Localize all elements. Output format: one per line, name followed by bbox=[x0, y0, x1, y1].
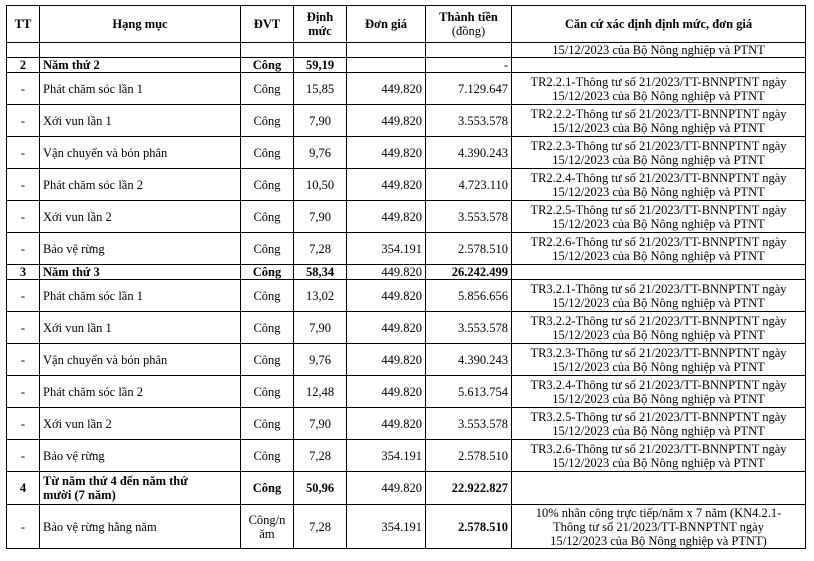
row-ref-line2: 15/12/2023 của Bộ Nông nghiệp và PTNT bbox=[552, 184, 765, 199]
row-ref bbox=[512, 312, 806, 344]
row-ref-line2: 15/12/2023 của Bộ Nông nghiệp và PTNT bbox=[552, 359, 765, 374]
section-row-4 bbox=[7, 472, 806, 505]
header-dinh-muc bbox=[294, 6, 347, 43]
row-dinh-muc: 15,85 bbox=[294, 73, 347, 105]
header-can-cu: Căn cứ xác định định mức, đơn giá bbox=[512, 6, 806, 43]
carry-ref: 15/12/2023 của Bộ Nông nghiệp và PTNT bbox=[512, 43, 806, 58]
row-dinh-muc: 7,90 bbox=[294, 312, 347, 344]
row-don-gia: 449.820 bbox=[347, 344, 426, 376]
row-dvt: Công bbox=[241, 440, 294, 472]
row-dinh-muc: 7,28 bbox=[294, 505, 347, 549]
row-ref-line1: TR3.2.2-Thông tư số 21/2023/TT-BNNPTNT ngày bbox=[530, 313, 787, 328]
row-tt: - bbox=[7, 73, 40, 105]
row-name: Vận chuyển và bón phân bbox=[40, 137, 241, 169]
row-name: Bảo vệ rừng hằng năm bbox=[40, 505, 241, 549]
header-thanh-tien-line2: (đồng) bbox=[451, 24, 486, 38]
row-ref-line1: TR3.2.6-Thông tư số 21/2023/TT-BNNPTNT ngày bbox=[530, 441, 787, 456]
row-don-gia: 449.820 bbox=[347, 376, 426, 408]
row-ref-line2: 15/12/2023 của Bộ Nông nghiệp và PTNT bbox=[552, 391, 765, 406]
row-ref bbox=[512, 105, 806, 137]
section-dinh-muc: 58,34 bbox=[294, 265, 347, 280]
section-don-gia: 449.820 bbox=[347, 265, 426, 280]
row-don-gia: 449.820 bbox=[347, 408, 426, 440]
row-dvt: Công bbox=[241, 105, 294, 137]
row-ref bbox=[512, 440, 806, 472]
row-name: Bảo vệ rừng bbox=[40, 233, 241, 265]
row-ref bbox=[512, 201, 806, 233]
row-ref bbox=[512, 137, 806, 169]
row-dvt: Công bbox=[241, 376, 294, 408]
row-don-gia: 449.820 bbox=[347, 312, 426, 344]
row-name: Vận chuyển và bón phân bbox=[40, 344, 241, 376]
row-dvt: Công bbox=[241, 408, 294, 440]
row-dvt: Công bbox=[241, 201, 294, 233]
row-thanh-tien: 4.390.243 bbox=[426, 137, 512, 169]
section-dvt: Công bbox=[241, 472, 294, 505]
row-ref-line2: 15/12/2023 của Bộ Nông nghiệp và PTNT bbox=[552, 327, 765, 342]
row-thanh-tien: 2.578.510 bbox=[426, 440, 512, 472]
row-ref-line1: TR3.2.1-Thông tư số 21/2023/TT-BNNPTNT ngày bbox=[530, 281, 787, 296]
rows-year-2 bbox=[7, 73, 806, 265]
row-dinh-muc: 7,28 bbox=[294, 440, 347, 472]
row-ref-line1: TR2.2.6-Thông tư số 21/2023/TT-BNNPTNT ngày bbox=[530, 234, 787, 249]
section-dinh-muc: 50,96 bbox=[294, 472, 347, 505]
row-ref-line1: TR2.2.3-Thông tư số 21/2023/TT-BNNPTNT ngày bbox=[530, 138, 787, 153]
table-row bbox=[7, 169, 806, 201]
row-dinh-muc: 12,48 bbox=[294, 376, 347, 408]
table-row bbox=[7, 376, 806, 408]
row-tt: - bbox=[7, 105, 40, 137]
row-dvt: Công bbox=[241, 73, 294, 105]
row-name: Xới vun lần 2 bbox=[40, 201, 241, 233]
table-row bbox=[7, 73, 806, 105]
header-dinh-muc-line2: mức bbox=[308, 24, 332, 38]
row-thanh-tien: 3.553.578 bbox=[426, 105, 512, 137]
row-ref-line1: TR2.2.4-Thông tư số 21/2023/TT-BNNPTNT ngày bbox=[530, 170, 787, 185]
row-don-gia: 449.820 bbox=[347, 137, 426, 169]
row-name: Phát chăm sóc lần 2 bbox=[40, 376, 241, 408]
header-hang-muc: Hạng mục bbox=[40, 6, 241, 43]
row-thanh-tien: 5.613.754 bbox=[426, 376, 512, 408]
section-don-gia: 449.820 bbox=[347, 472, 426, 505]
row-ref bbox=[512, 408, 806, 440]
row-dinh-muc: 9,76 bbox=[294, 344, 347, 376]
section-ref bbox=[512, 58, 806, 73]
section-don-gia bbox=[347, 58, 426, 73]
row-ref-line1: TR3.2.4-Thông tư số 21/2023/TT-BNNPTNT ngày bbox=[530, 377, 787, 392]
row-thanh-tien: 2.578.510 bbox=[426, 505, 512, 549]
table-row bbox=[7, 137, 806, 169]
row-thanh-tien: 4.390.243 bbox=[426, 344, 512, 376]
row-tt: - bbox=[7, 312, 40, 344]
row-ref-line2: 15/12/2023 của Bộ Nông nghiệp và PTNT bbox=[552, 248, 765, 263]
header-don-gia: Đơn giá bbox=[347, 6, 426, 43]
row-ref-line3: 15/12/2023 của Bộ Nông nghiệp và PTNT) bbox=[550, 533, 767, 548]
row-thanh-tien: 2.578.510 bbox=[426, 233, 512, 265]
row-ref bbox=[512, 505, 806, 549]
row-tt: - bbox=[7, 408, 40, 440]
row-don-gia: 449.820 bbox=[347, 105, 426, 137]
section-name: Năm thứ 3 bbox=[40, 265, 241, 280]
section-dvt: Công bbox=[241, 58, 294, 73]
row-ref bbox=[512, 280, 806, 312]
section-name-line2: mười (7 năm) bbox=[43, 488, 116, 502]
header-dinh-muc-line1: Định bbox=[306, 10, 334, 24]
row-name: Xới vun lần 1 bbox=[40, 105, 241, 137]
row-ref bbox=[512, 233, 806, 265]
row-tt: - bbox=[7, 440, 40, 472]
row-thanh-tien: 5.856.656 bbox=[426, 280, 512, 312]
row-dvt bbox=[241, 505, 294, 549]
rows-year-3 bbox=[7, 280, 806, 472]
row-dinh-muc: 7,28 bbox=[294, 233, 347, 265]
table-row bbox=[7, 105, 806, 137]
row-dinh-muc: 7,90 bbox=[294, 105, 347, 137]
row-ref-line2: 15/12/2023 của Bộ Nông nghiệp và PTNT bbox=[552, 295, 765, 310]
section-tt: 4 bbox=[7, 472, 40, 505]
row-thanh-tien: 7.129.647 bbox=[426, 73, 512, 105]
row-tt: - bbox=[7, 233, 40, 265]
section-thanh-tien: - bbox=[426, 58, 512, 73]
section-thanh-tien: 22.922.827 bbox=[426, 472, 512, 505]
section-tt: 3 bbox=[7, 265, 40, 280]
row-ref-line2: 15/12/2023 của Bộ Nông nghiệp và PTNT bbox=[552, 423, 765, 438]
table-row bbox=[7, 280, 806, 312]
table-row bbox=[7, 505, 806, 549]
section-name: Năm thứ 2 bbox=[40, 58, 241, 73]
row-ref-line1: TR2.2.5-Thông tư số 21/2023/TT-BNNPTNT ngày bbox=[530, 202, 787, 217]
row-thanh-tien: 4.723.110 bbox=[426, 169, 512, 201]
row-tt: - bbox=[7, 169, 40, 201]
row-thanh-tien: 3.553.578 bbox=[426, 408, 512, 440]
table-row bbox=[7, 201, 806, 233]
table-row bbox=[7, 344, 806, 376]
section-name bbox=[40, 472, 241, 505]
row-tt: - bbox=[7, 137, 40, 169]
section-row-3 bbox=[7, 265, 806, 280]
table-row bbox=[7, 233, 806, 265]
row-don-gia: 449.820 bbox=[347, 280, 426, 312]
row-name: Phát chăm sóc lần 2 bbox=[40, 169, 241, 201]
header-row bbox=[7, 6, 806, 43]
table-row bbox=[7, 440, 806, 472]
row-dvt-line2: ăm bbox=[259, 526, 275, 541]
row-ref-line2: 15/12/2023 của Bộ Nông nghiệp và PTNT bbox=[552, 455, 765, 470]
row-dinh-muc: 7,90 bbox=[294, 408, 347, 440]
row-ref bbox=[512, 73, 806, 105]
row-thanh-tien: 3.553.578 bbox=[426, 201, 512, 233]
row-ref bbox=[512, 169, 806, 201]
row-don-gia: 449.820 bbox=[347, 73, 426, 105]
header-thanh-tien bbox=[426, 6, 512, 43]
row-tt: - bbox=[7, 376, 40, 408]
row-tt: - bbox=[7, 201, 40, 233]
row-don-gia: 354.191 bbox=[347, 440, 426, 472]
row-ref-line2: 15/12/2023 của Bộ Nông nghiệp và PTNT bbox=[552, 120, 765, 135]
row-dinh-muc: 10,50 bbox=[294, 169, 347, 201]
row-don-gia: 354.191 bbox=[347, 505, 426, 549]
row-name: Bảo vệ rừng bbox=[40, 440, 241, 472]
header-tt: TT bbox=[7, 6, 40, 43]
section-tt: 2 bbox=[7, 58, 40, 73]
carry-row bbox=[7, 43, 806, 58]
row-ref bbox=[512, 376, 806, 408]
cost-table bbox=[6, 5, 806, 549]
row-dinh-muc: 9,76 bbox=[294, 137, 347, 169]
section-dvt: Công bbox=[241, 265, 294, 280]
row-thanh-tien: 3.553.578 bbox=[426, 312, 512, 344]
row-dvt: Công bbox=[241, 312, 294, 344]
row-ref bbox=[512, 344, 806, 376]
section-dinh-muc: 59,19 bbox=[294, 58, 347, 73]
row-dvt: Công bbox=[241, 344, 294, 376]
row-dvt: Công bbox=[241, 280, 294, 312]
table-row bbox=[7, 312, 806, 344]
header-thanh-tien-line1: Thành tiền bbox=[439, 10, 498, 24]
row-ref-line2: 15/12/2023 của Bộ Nông nghiệp và PTNT bbox=[552, 88, 765, 103]
row-ref-line1: TR3.2.3-Thông tư số 21/2023/TT-BNNPTNT ngày bbox=[530, 345, 787, 360]
header-dvt: ĐVT bbox=[241, 6, 294, 43]
row-dvt: Công bbox=[241, 169, 294, 201]
row-dvt-line1: Công/n bbox=[248, 512, 286, 527]
row-tt: - bbox=[7, 280, 40, 312]
row-name: Phát chăm sóc lần 1 bbox=[40, 280, 241, 312]
section-name-line1: Từ năm thứ 4 đến năm thứ bbox=[43, 474, 188, 488]
row-name: Phát chăm sóc lần 1 bbox=[40, 73, 241, 105]
section-thanh-tien: 26.242.499 bbox=[426, 265, 512, 280]
row-dvt: Công bbox=[241, 233, 294, 265]
row-don-gia: 354.191 bbox=[347, 233, 426, 265]
row-ref-line2: Thông tư số 21/2023/TT-BNNPTNT ngày bbox=[553, 519, 764, 534]
row-don-gia: 449.820 bbox=[347, 169, 426, 201]
row-dinh-muc: 13,02 bbox=[294, 280, 347, 312]
row-dvt: Công bbox=[241, 137, 294, 169]
row-ref-line1: 10% nhân công trực tiếp/năm x 7 năm (KN4.2.1- bbox=[535, 505, 782, 520]
row-tt: - bbox=[7, 505, 40, 549]
row-ref-line1: TR3.2.5-Thông tư số 21/2023/TT-BNNPTNT ngày bbox=[530, 409, 787, 424]
row-name: Xới vun lần 2 bbox=[40, 408, 241, 440]
row-ref-line2: 15/12/2023 của Bộ Nông nghiệp và PTNT bbox=[552, 152, 765, 167]
row-tt: - bbox=[7, 344, 40, 376]
row-ref-line1: TR2.2.1-Thông tư số 21/2023/TT-BNNPTNT ngày bbox=[530, 74, 787, 89]
row-ref-line2: 15/12/2023 của Bộ Nông nghiệp và PTNT bbox=[552, 216, 765, 231]
row-don-gia: 449.820 bbox=[347, 201, 426, 233]
row-name: Xới vun lần 1 bbox=[40, 312, 241, 344]
row-dinh-muc: 7,90 bbox=[294, 201, 347, 233]
section-row-2 bbox=[7, 58, 806, 73]
table-row bbox=[7, 408, 806, 440]
row-ref-line1: TR2.2.2-Thông tư số 21/2023/TT-BNNPTNT ngày bbox=[530, 106, 787, 121]
